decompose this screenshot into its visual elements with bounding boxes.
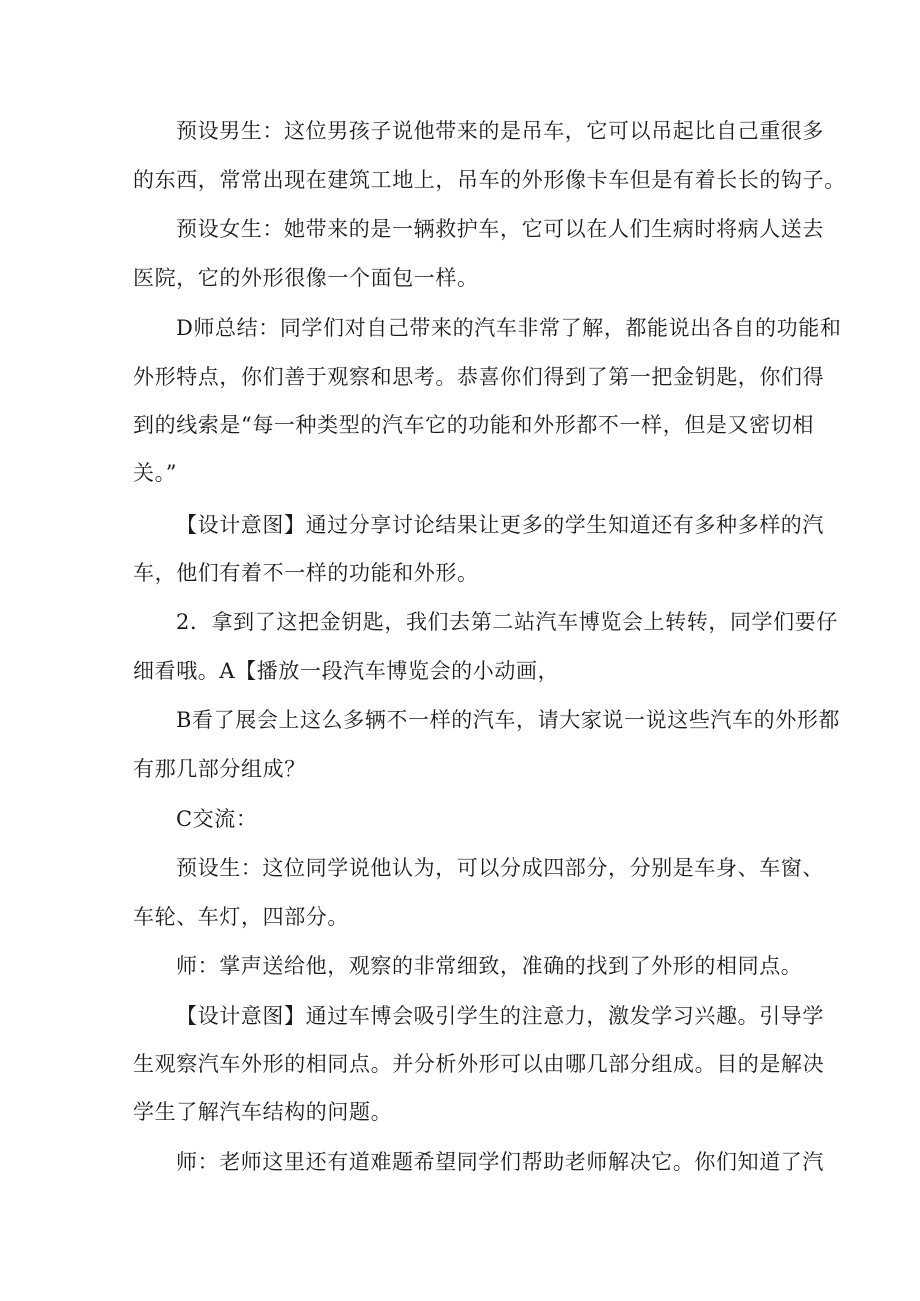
paragraph-line: 的东西，常常出现在建筑工地上，吊车的外形像卡车但是有着长长的钩子。 [133, 168, 846, 192]
paragraph-line: 细看哦。A【播放一段汽车博览会的小动画， [133, 659, 560, 683]
paragraph-line: 预设男生：这位男孩子说他带来的是吊车，它可以吊起比自己重很多 [176, 119, 824, 143]
paragraph-line: 学生了解汽车结构的问题。 [133, 1100, 393, 1124]
paragraph-line: 车轮、车灯，四部分。 [133, 905, 349, 929]
paragraph-line: 外形特点，你们善于观察和思考。恭喜你们得到了第一把金钥匙，你们得 [133, 365, 825, 389]
paragraph-line: D师总结：同学们对自己带来的汽车非常了解，都能说出各自的功能和 [176, 316, 842, 340]
paragraph-line: 关。” [133, 461, 178, 485]
paragraph-line: 【设计意图】通过车博会吸引学生的注意力，激发学习兴趣。引导学 [176, 1004, 824, 1028]
paragraph-line: 师：老师这里还有道难题希望同学们帮助老师解决它。你们知道了汽 [176, 1150, 824, 1174]
paragraph-line: B看了展会上这么多辆不一样的汽车，请大家说一说这些汽车的外形都 [176, 708, 841, 732]
paragraph-line: 师：掌声送给他，观察的非常细致，准确的找到了外形的相同点。 [176, 954, 803, 978]
paragraph-line: 车，他们有着不一样的功能和外形。 [133, 561, 479, 585]
paragraph-line: 医院，它的外形很像一个面包一样。 [133, 266, 479, 290]
paragraph-line: 到的线索是“每一种类型的汽车它的功能和外形都不一样，但是又密切相 [133, 413, 814, 437]
paragraph-line: 生观察汽车外形的相同点。并分析外形可以由哪几部分组成。目的是解决 [133, 1052, 825, 1076]
paragraph-line: 【设计意图】通过分享讨论结果让更多的学生知道还有多种多样的汽 [176, 513, 824, 537]
paragraph-line: 预设女生：她带来的是一辆救护车，它可以在人们生病时将病人送去 [176, 217, 824, 241]
paragraph-line: 2．拿到了这把金钥匙，我们去第二站汽车博览会上转转，同学们要仔 [176, 610, 838, 634]
paragraph-line: C交流： [176, 807, 258, 831]
paragraph-line: 有那几部分组成？ [133, 757, 306, 781]
paragraph-line: 预设生：这位同学说他认为，可以分成四部分，分别是车身、车窗、 [176, 856, 824, 880]
